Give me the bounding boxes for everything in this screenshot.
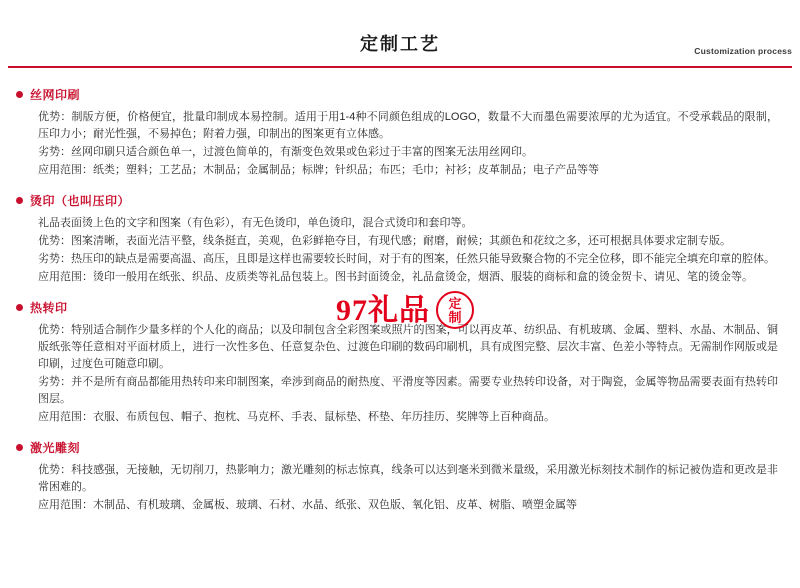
section-heading — [16, 439, 784, 456]
watermark-badge-line2: 制 — [448, 310, 462, 325]
section-laser-engraving — [16, 439, 784, 514]
section-paragraph: 应用范围：木制品、有机玻璃、金属板、玻璃、石材、水晶、纸张、双色版、氧化铝、皮革、树脂、喷塑金属等 — [38, 499, 577, 511]
section-paragraph: 劣势：丝网印刷只适合颜色单一，过渡色简单的，有渐变色效果或色彩过于丰富的图案无法用丝网印。 — [38, 146, 533, 158]
section-paragraph: 优势：制版方便，价格便宜，批量印制成本易控制。适用于用1-4种不同颜色组成的LOGO，数量不大而墨色需要浓厚的尤为适宜。不受承载品的限制，压印力小；耐光性强，不易掉色；附着力强，印制出的图案更有立体感。 — [38, 111, 778, 140]
page-title: 定制工艺 — [360, 34, 440, 54]
section-paragraph: 优势：特别适合制作少量多样的个人化的商品；以及印制包含全彩图案或照片的图案，可以再皮革、纺织品、有机玻璃、金属、塑料、水晶、木制品、铜版纸张等任意相对平面材质上，进行一次性多色、任意复杂色、过渡色印刷的数码印刷机，具有成图完整、层次丰富、色差小等特点。无需制作网版或是印刷，过度色可随意印刷。 — [38, 324, 778, 370]
watermark-text: 97礼品 — [336, 294, 430, 327]
section-silkscreen — [16, 86, 784, 179]
section-paragraph: 优势：科技感强，无接触，无切削刀，热影响力；激光雕刻的标志惊真，线条可以达到毫米到微米量级，采用激光标刻技术制作的标记被伪造和更改是非常困难的。 — [38, 464, 778, 493]
bullet-icon — [16, 444, 23, 451]
bullet-icon — [16, 197, 23, 204]
page-subtitle: Customization process — [694, 46, 792, 56]
section-title: 热转印 — [30, 301, 68, 315]
section-paragraph: 应用范围：衣服、布质包包、帽子、抱枕、马克杯、手表、鼠标垫、杯垫、年历挂历、奖牌等上百种商品。 — [38, 411, 555, 423]
bullet-icon — [16, 304, 23, 311]
header-divider — [8, 66, 792, 68]
section-heading — [16, 86, 784, 103]
section-title: 激光雕刻 — [30, 441, 81, 455]
section-title: 烫印（也叫压印） — [30, 194, 131, 208]
section-heat-transfer — [16, 296, 784, 426]
section-paragraph: 优势：图案清晰，表面光洁平整，线条挺直，美观，色彩鲜艳夺目，有现代感；耐磨，耐候；其颜色和花纹之多，还可根据具体要求定制专版。 — [38, 235, 731, 247]
section-paragraph: 应用范围：烫印一般用在纸张、织品、皮质类等礼品包装上。图书封面烫金，礼品盒烫金，烟酒、服装的商标和盒的烫金贺卡、请见、笔的烫金等。 — [38, 271, 753, 283]
section-paragraph: 劣势：并不是所有商品都能用热转印来印制图案，牵涉到商品的耐热度、平滑度等因素。需要专业热转印设备，对于陶瓷，金属等物品需要表面有热转印图层。 — [38, 376, 778, 405]
section-title: 丝网印刷 — [30, 88, 81, 102]
section-paragraph: 礼品表面烫上色的文字和图案（有色彩），有无色烫印，单色烫印，混合式烫印和套印等。 — [38, 217, 473, 229]
document-header — [0, 0, 800, 72]
document-body — [0, 72, 800, 514]
section-paragraph: 劣势：热压印的缺点是需要高温、高压，且即是这样也需要较长时间，对于有的图案，任然只能导致聚合物的不完全位移，即不能完全填充印章的腔体。 — [38, 253, 775, 265]
section-heading — [16, 192, 784, 209]
section-heading — [16, 296, 784, 316]
bullet-icon — [16, 91, 23, 98]
watermark-badge-line1: 定 — [448, 296, 462, 311]
section-paragraph: 应用范围：纸类；塑料；工艺品；木制品；金属制品；标牌；针织品；布匹；毛巾；衬衫；皮革制品；电子产品等等 — [38, 164, 599, 176]
section-hot-stamping — [16, 192, 784, 286]
